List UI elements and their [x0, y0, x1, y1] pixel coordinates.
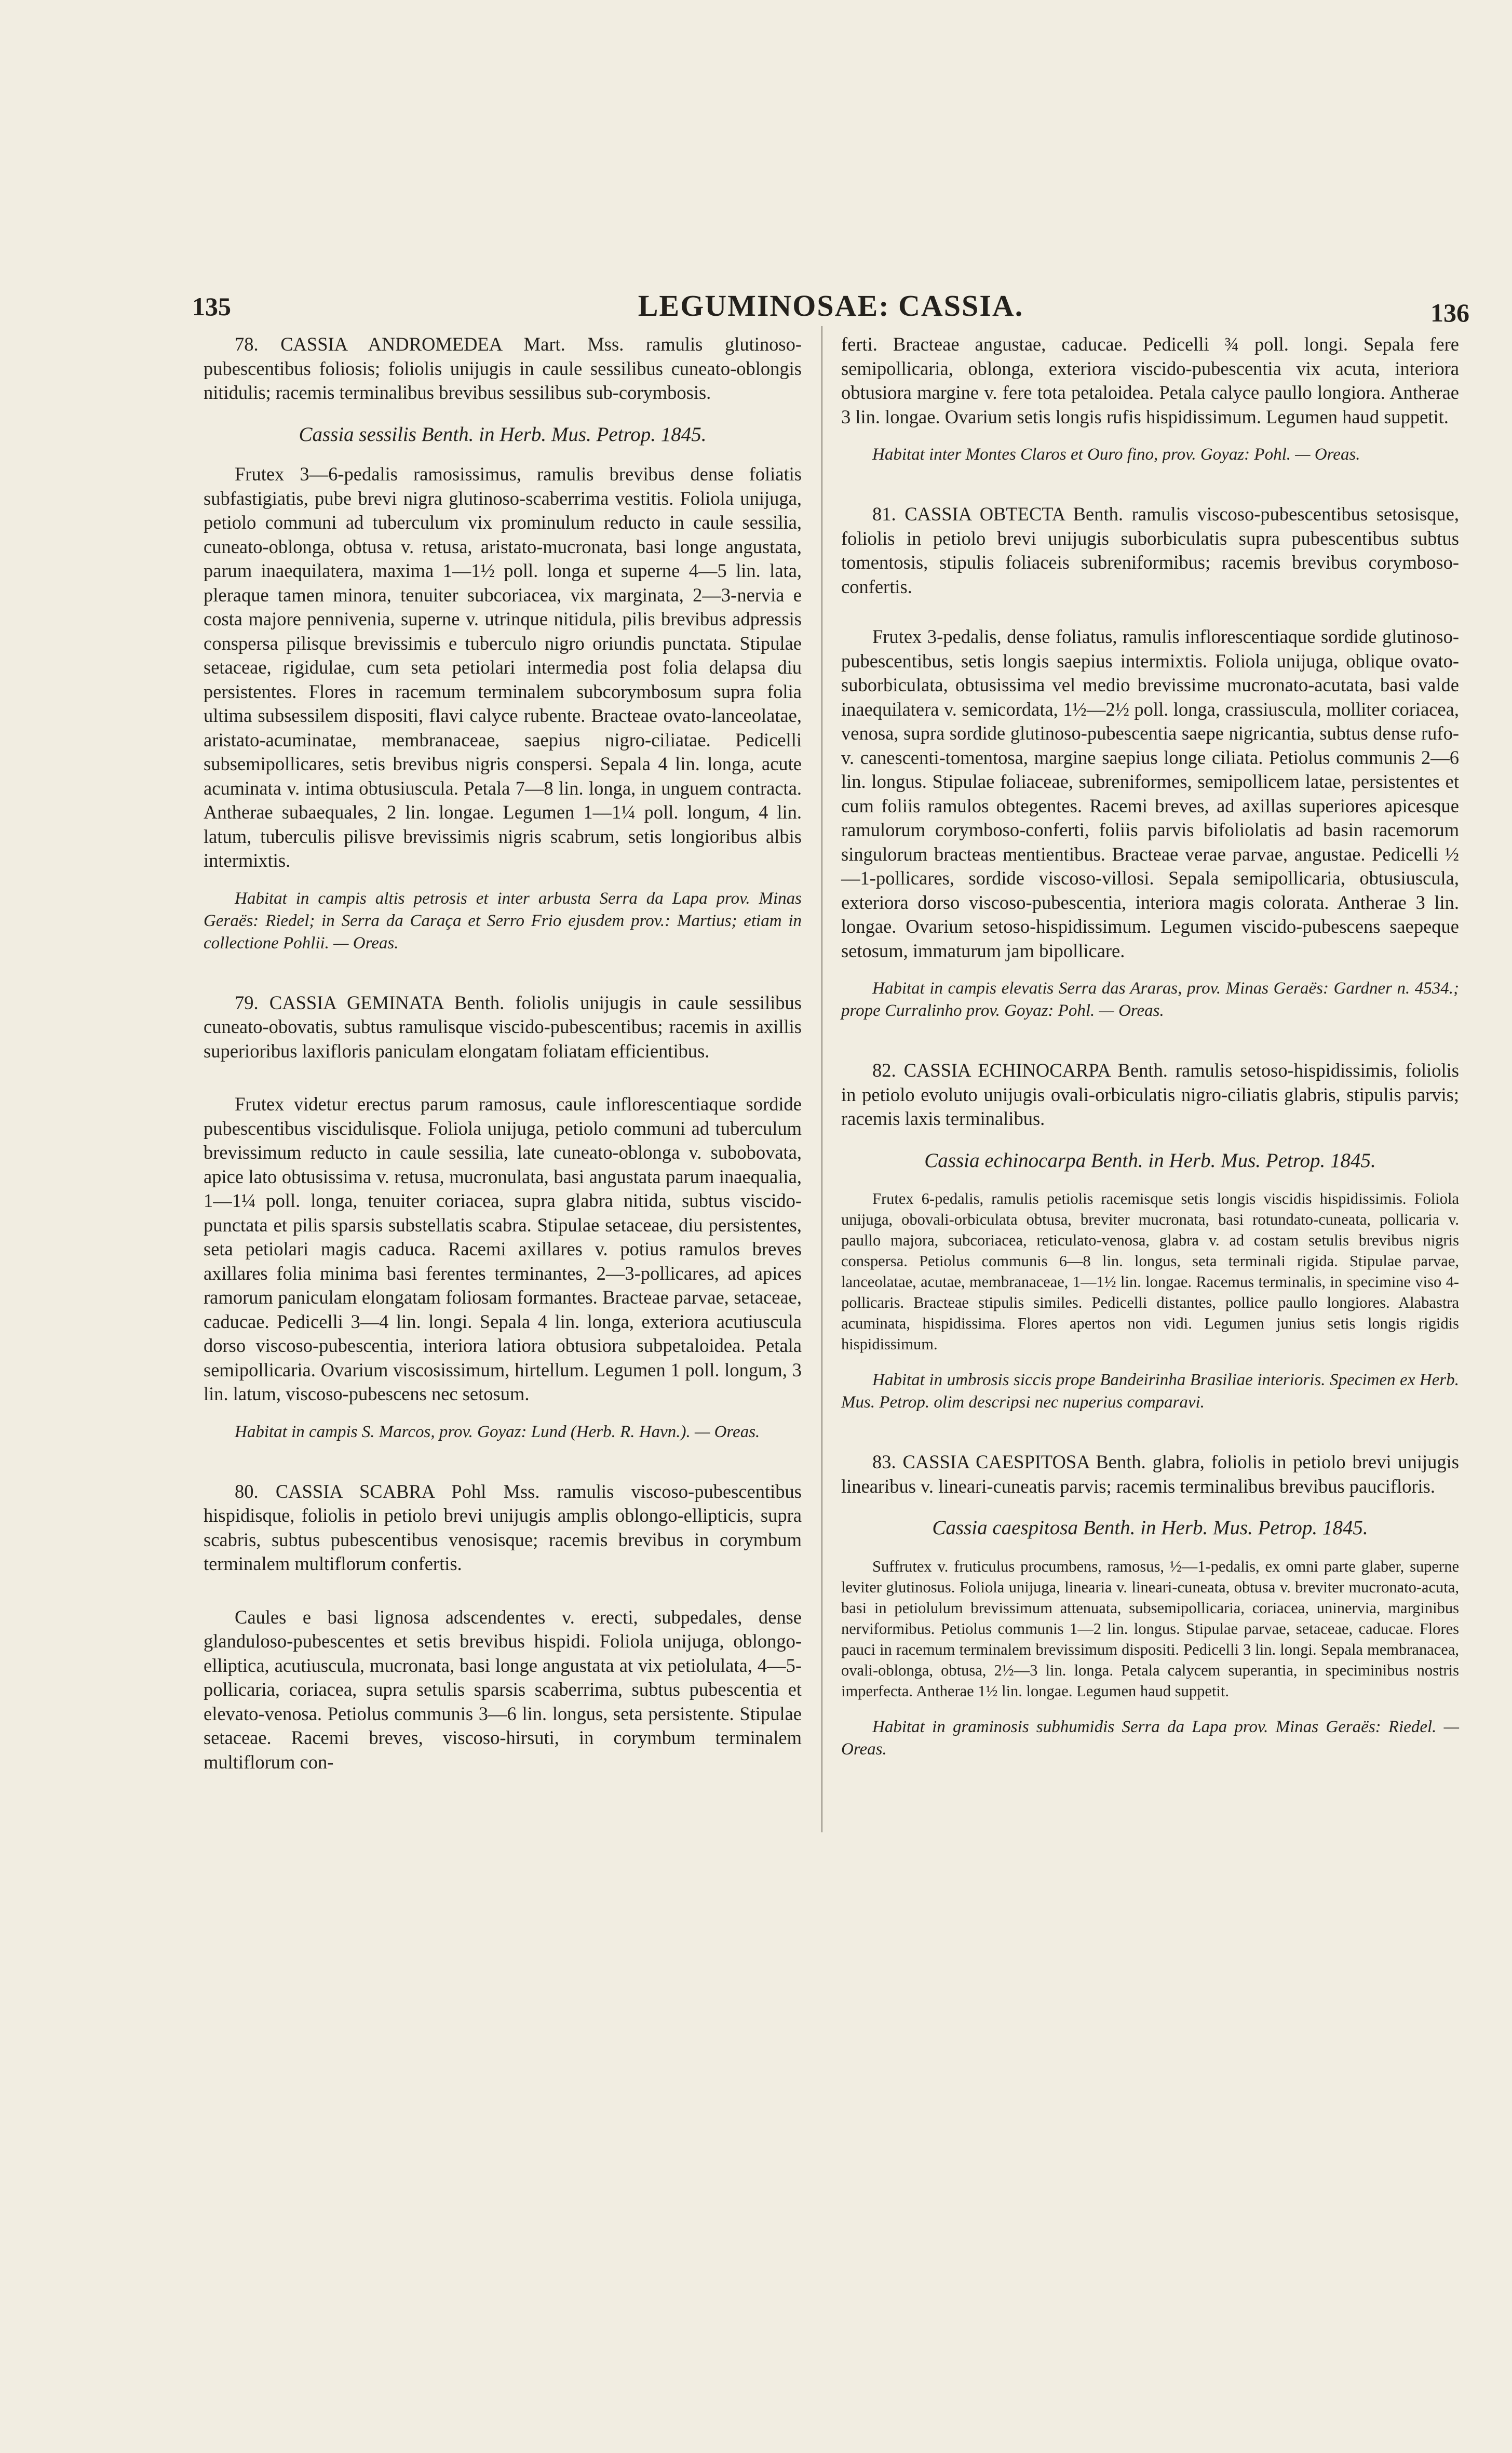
entry-description: Frutex videtur erectus parum ramosus, caule inflorescentiaque sordide pubescentibus viscidulisque. Foliola unijuga, petiolo communi ad tuberculum brevissimum reducto in caule sessilia, late cuneato-oblonga v. subobovata, apice lato obtusissima v. retusa, mucronulata, basi angustata parum inaequalia, 1—1¼ poll. longa, tenuiter coriacea, supra glabra nitida, subtus viscido-punctata et pilis sparsis substellatis scabra. Stipulae setaceae, diu persistentes, seta petiolari magis caduca. Racemi axillares v. potius ramulos breves axillares folia minima basi ferentes terminantes, 2—3-pollicares, ad apices ramorum paniculam elongatam foliosam formantes. Bracteae parvae, setaceae, caducae. Pedicelli 3—4 lin. longi. Sepala 4 lin. longa, exteriora acutiuscula dorso viscoso-pubescentia, interiora latiora obtusiora subpetaloidea. Petala semipollicaria. Ovarium viscosissimum, hirtellum. Legumen 1 poll. longum, 3 lin. latum, viscoso-pubescens nec setosum. [204, 1093, 802, 1404]
entry-habitat: Habitat in campis altis petrosis et inter arbusta Serra da Lapa prov. Minas Geraës: Riedel; in Serra da Caraça et Serro Frio ejusdem prov.: Martius; etiam in collectione Pohlii. — Oreas. [204, 889, 802, 953]
right-column [841, 332, 1459, 1761]
page-number-left: 135 [192, 292, 231, 321]
running-title: LEGUMINOSAE: CASSIA. [638, 289, 1024, 323]
entry-habitat: Habitat in graminosis subhumidis Serra da Lapa prov. Minas Geraës: Riedel. — Oreas. [841, 1717, 1459, 1759]
entry-habitat: Habitat in umbrosis siccis prope Bandeirinha Brasiliae interioris. Specimen ex Herb. Mus. Petrop. olim descripsi nec nuperius comparavi. [841, 1371, 1459, 1412]
entry-habitat: Habitat in campis S. Marcos, prov. Goyaz: Lund (Herb. R. Havn.). — Oreas. [235, 1422, 760, 1441]
entry-83 [841, 1450, 1459, 1761]
entry-diagnosis: 80. CASSIA SCABRA Pohl Mss. ramulis viscoso-pubescentibus hispidisque, foliolis in petiolo brevi unijugis amplis oblongo-ellipticis, supra scabris, subtus pubescentibus venosisque; racemis brevibus in corymbum terminalem multiflorum confertis. [204, 1480, 802, 1574]
entry-description: Frutex 3—6-pedalis ramosissimus, ramulis brevibus dense foliatis subfastigiatis, pube brevi nigra glutinoso-scaberrima vestitis. Foliola unijuga, petiolo communi ad tuberculum vix prominulum reducto in caule sessilia, cuneato-oblonga, obtusa v. retusa, aristato-mucronata, basi longe angustata, parum inaequilatera, maxima 1—1½ poll. longa et superne 4—5 lin. lata, pleraque tamen minora, tenuiter subcoriacea, vix marginata, 2—3-nervia e costa majore pennivenia, superne v. utrinque nitidula, pilis brevibus adpressis conspersa pilisque brevissimis e tuberculo nigro oriundis punctata. Stipulae setaceae, rigidulae, cum seta petiolari intermedia post folia delapsa diu persistentes. Flores in racemum terminalem subcorymbosum supra folia ultima subsessilem dispositi, flavi calyce rubente. Bracteae ovato-lanceolatae, aristato-acuminatae, membranaceae, saepius nigro-ciliatae. Pedicelli subsemipollicares, setis brevibus nigris conspersi. Sepala 4 lin. longa, acute acuminata v. intima obtusiuscula. Petala 7—8 lin. longa, in unguem contracta. Antherae subaequales, 2 lin. longae. Legumen 1—1¼ poll. longum, 4 lin. latum, tuberculis pilisve brevissimis nigris scabrum, setis longioribus albis intermixtis. [204, 463, 802, 871]
entry-80-continued [841, 332, 1459, 466]
entry-synonym: Cassia sessilis Benth. in Herb. Mus. Petrop. 1845. [299, 423, 707, 446]
entry-diagnosis: 79. CASSIA GEMINATA Benth. foliolis unijugis in caule sessilibus cuneato-obovatis, subtus ramulisque viscido-pubescentibus; racemis in axillis superioribus laxifloris paniculam elongatam foliatam efficientibus. [204, 991, 802, 1062]
column-divider [821, 326, 822, 1832]
entry-diagnosis: 81. CASSIA OBTECTA Benth. ramulis viscoso-pubescentibus setosisque, foliolis in petiolo brevi unijugis suborbiculatis supra pubescentibus subtus tomentosis, stipulis foliaceis subreniformibus; racemis brevibus corymboso-confertis. [841, 503, 1459, 597]
page-number-right: 136 [1430, 298, 1469, 327]
entry-habitat: Habitat in campis elevatis Serra das Araras, prov. Minas Geraës: Gardner n. 4534.; prope Curralinho prov. Goyaz: Pohl. — Oreas. [841, 979, 1459, 1020]
entry-diagnosis: 78. CASSIA ANDROMEDEA Mart. Mss. ramulis glutinoso-pubescentibus foliosis; foliolis unijugis in caule sessilibus cuneato-oblongis nitidulis; racemis terminalibus brevibus sessilibus sub-corymbosis. [204, 333, 802, 403]
entry-description: ferti. Bracteae angustae, caducae. Pedicelli ¾ poll. longi. Sepala fere semipollicaria, oblonga, exteriora viscido-pubescentia vix acuta, interiora obtusiora margine v. fere tota petaloidea. Petala calyce paullo longiora. Antherae 3 lin. longae. Ovarium setis longis rufis hispidissimum. Legumen haud suppetit. [841, 333, 1459, 427]
entry-diagnosis: 83. CASSIA CAESPITOSA Benth. glabra, foliolis in petiolo brevi unijugis linearibus v. lineari-cuneatis parvis; racemis terminalibus brevibus paucifloris. [841, 1451, 1459, 1497]
entry-82 [841, 1058, 1459, 1414]
page-header [192, 288, 1469, 330]
entry-description: Caules e basi lignosa adscendentes v. erecti, subpedales, dense glanduloso-pubescentes et setis brevibus hispidi. Foliola unijuga, oblongo-elliptica, acutiuscula, mucronata, basi longe angustata at vix petiolulata, 4—5-pollicaria, coriacea, supra setulis sparsis scaberrima, subtus pubescentia et elevato-venosa. Petiolus communis 3—6 lin. longus, seta persistente. Stipulae setaceae. Racemi breves, viscoso-hirsuti, in corymbum terminalem multiflorum con- [204, 1606, 802, 1773]
entry-description: Frutex 6-pedalis, ramulis petiolis racemisque setis longis viscidis hispidissimis. Foliola unijuga, obovali-orbiculata obtusa, breviter mucronata, basi rotundato-cuneata, pollicaria v. paullo majora, subcoriacea, reticulato-venosa, glabra v. ad costam setulis brevibus nigris conspersa. Petiolus communis 6—8 lin. longus, seta terminali rigida. Stipulae parvae, lanceolatae, acutae, membranaceae, 1—1½ lin. longae. Racemus terminalis, in specimine viso 4-pollicaris. Bracteae stipulis similes. Pedicelli distantes, pollice paullo longiores. Alabastra acuminata, hispidissima. Flores apertos non vidi. Legumen junius setis longis rigidis hispidissimum. [841, 1190, 1459, 1353]
left-column [204, 332, 802, 1774]
entry-description: Frutex 3-pedalis, dense foliatus, ramulis inflorescentiaque sordide glutinoso-pubescentibus, setis longis saepius intermixtis. Foliola unijuga, oblique ovato-suborbiculata, obtusissima vel medio brevissime mucronato-acutata, basi valde inaequilatera v. semicordata, 1½—2½ poll. longa, crassiuscula, molliter coriacea, venosa, supra sordide glutinoso-pubescentia saepe nigricantia, subtus dense rufo-v. canescenti-tomentosa, margine saepius longe ciliata. Petiolus communis 2—6 lin. longus. Stipulae foliaceae, subreniformes, semipollicem latae, persistentes et cum foliis ramulos obtegentes. Racemi breves, ad axillas superiores apicesque ramulorum corymboso-conferti, foliis parvis bifoliolatis ad basin racemorum singulorum bracteas mentientibus. Bracteae verae parvae, angustae. Pedicelli ½—1-pollicares, sordide viscoso-villosi. Sepala semipollicaria, obtusiuscula, exteriora dorso viscoso-pubescentia, interiora magis colorata. Antherae 3 lin. longae. Ovarium setoso-hispidissimum. Legumen viscido-pubescens saepeque setosum, immaturum jam bipollicare. [841, 626, 1459, 961]
entry-78 [204, 332, 802, 955]
entry-79 [204, 991, 802, 1443]
entry-81 [841, 502, 1459, 1022]
entry-description: Suffrutex v. fruticulus procumbens, ramosus, ½—1-pedalis, ex omni parte glaber, superne leviter glutinosus. Foliola unijuga, linearia v. lineari-cuneata, obtusa v. breviter mucronato-acuta, basi in petiolulum brevissimum attenuata, subsemipollicaria, coriacea, uninervia, marginibus nerviformibus. Petiolus communis 1—2 lin. longus. Stipulae parvae, setaceae, caducae. Flores pauci in racemum terminalem brevissimum dispositi. Pedicelli 3 lin. longi. Sepala membranacea, ovali-oblonga, obtusa, 2½—3 lin. longa. Petala calycem superantia, in speciminibus nostris imperfecta. Antherae 1½ lin. longae. Legumen haud suppetit. [841, 1557, 1459, 1700]
entry-synonym: Cassia echinocarpa Benth. in Herb. Mus. Petrop. 1845. [924, 1149, 1376, 1172]
entry-synonym: Cassia caespitosa Benth. in Herb. Mus. Petrop. 1845. [932, 1517, 1368, 1539]
entry-habitat: Habitat inter Montes Claros et Ouro fino, prov. Goyaz: Pohl. — Oreas. [872, 445, 1360, 464]
entry-diagnosis: 82. CASSIA ECHINOCARPA Benth. ramulis setoso-hispidissimis, foliolis in petiolo evoluto unijugis ovali-orbiculatis nigro-ciliatis glabris, stipulis parvis; racemis laxis terminalibus. [841, 1060, 1459, 1129]
entry-80 [204, 1480, 802, 1775]
